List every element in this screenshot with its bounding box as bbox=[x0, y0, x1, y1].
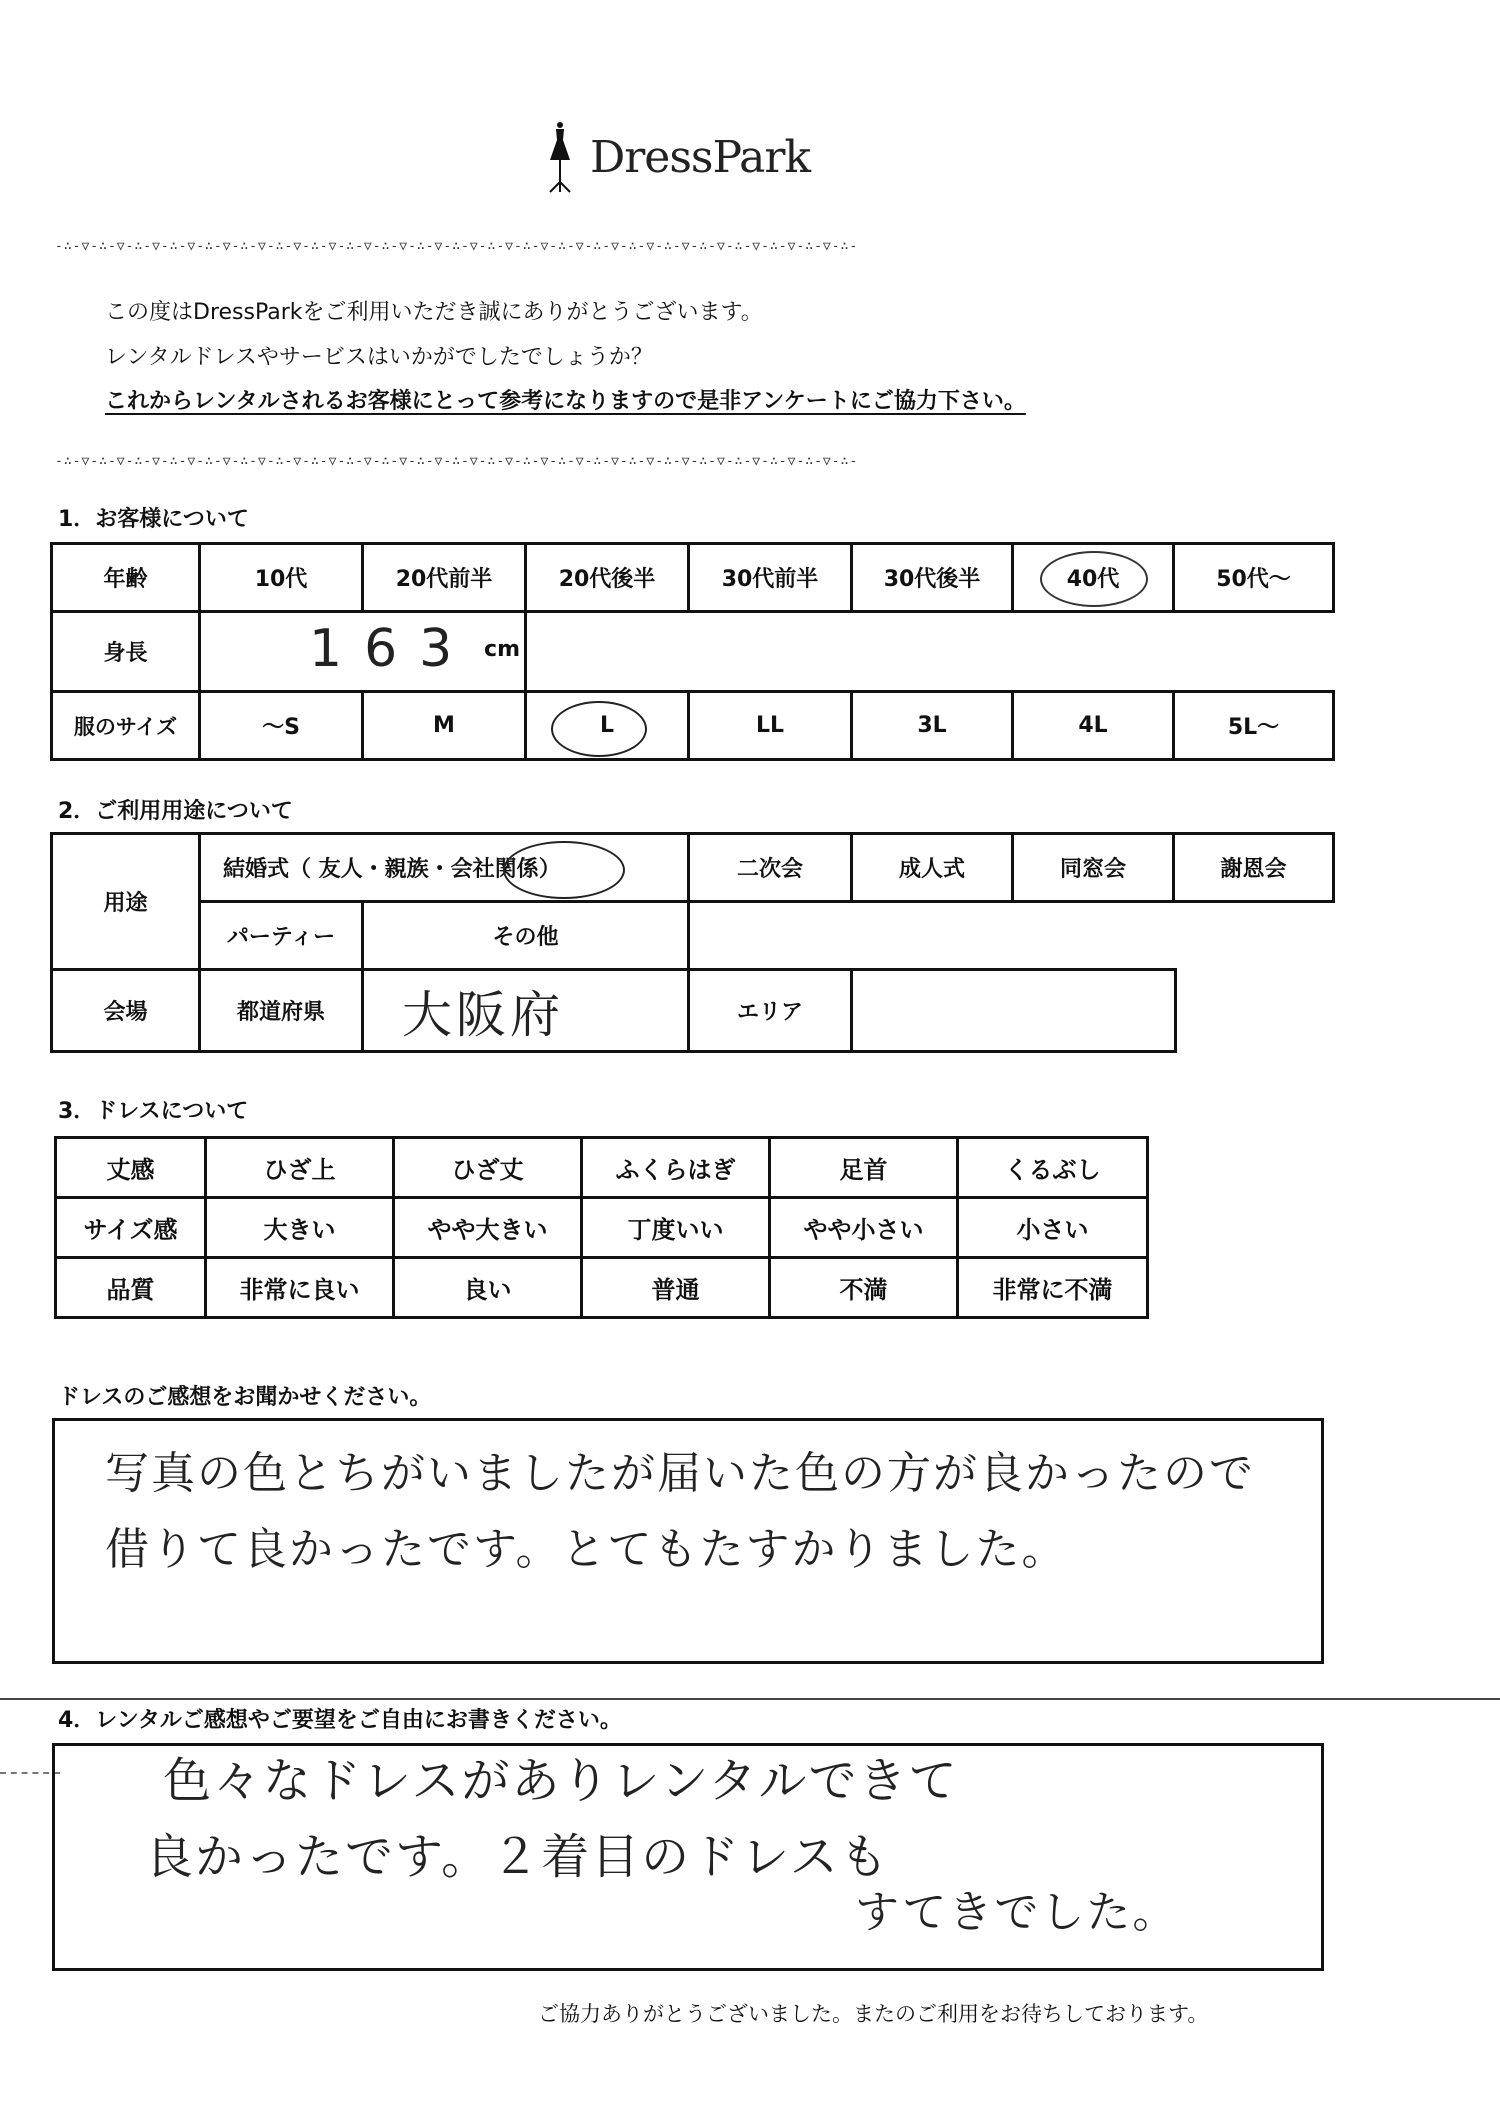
fit-option[interactable]: 丁度いい bbox=[582, 1198, 770, 1258]
fit-option[interactable]: 大きい bbox=[206, 1198, 394, 1258]
wedding-label: 結婚式（ 友人・親族・ bbox=[223, 857, 451, 882]
area-field[interactable] bbox=[852, 970, 1176, 1052]
size-option-label: L bbox=[599, 713, 615, 738]
size-option[interactable]: 〜S bbox=[200, 692, 363, 760]
height-unit: cm bbox=[484, 637, 520, 662]
scan-line bbox=[0, 1698, 1500, 1700]
height-field[interactable] bbox=[200, 612, 526, 692]
size-option[interactable]: LL bbox=[689, 692, 852, 760]
intro-line-1: この度はDressParkをご利用いただき誠にありがとうございます。 bbox=[105, 300, 763, 325]
section-1-title: 1．お客様について bbox=[58, 507, 249, 532]
age-option-label: 40代 bbox=[1066, 567, 1120, 592]
usage-table bbox=[50, 832, 1335, 971]
length-option[interactable]: くるぶし bbox=[958, 1138, 1148, 1198]
fit-label: サイズ感 bbox=[56, 1198, 206, 1258]
section-3-title: 3．ドレスについて bbox=[58, 1099, 249, 1124]
requests-line-1: 色々なドレスがありレンタルできて bbox=[163, 1753, 959, 1809]
prefecture-field[interactable] bbox=[363, 970, 689, 1052]
length-option[interactable]: ひざ上 bbox=[206, 1138, 394, 1198]
dress-table bbox=[54, 1136, 1149, 1319]
usage-option[interactable]: 同窓会 bbox=[1013, 834, 1174, 902]
length-option[interactable]: 足首 bbox=[770, 1138, 958, 1198]
age-option[interactable]: 30代後半 bbox=[852, 544, 1013, 612]
wedding-option[interactable] bbox=[200, 834, 689, 902]
usage-option[interactable]: 二次会 bbox=[689, 834, 852, 902]
usage-blank bbox=[689, 902, 1334, 970]
requests-box[interactable] bbox=[52, 1743, 1324, 1971]
section-2-title: 2．ご利用用途について bbox=[58, 799, 293, 824]
usage-option[interactable]: 謝恩会 bbox=[1174, 834, 1334, 902]
usage-option[interactable]: パーティー bbox=[200, 902, 363, 970]
area-label: エリア bbox=[689, 970, 852, 1052]
length-option[interactable]: ふくらはぎ bbox=[582, 1138, 770, 1198]
decorative-separator: -∴-▽-∴-▽-∴-▽-∴-▽-∴-▽-∴-▽-∴-▽-∴-▽-∴-▽-∴-▽-∴-▽-∴-▽-∴-▽-∴-▽-∴-▽-∴-▽-∴-▽-∴-▽-∴-▽-∴-▽-∴-▽-∴-▽-∴- bbox=[55, 455, 859, 469]
fit-option[interactable]: やや小さい bbox=[770, 1198, 958, 1258]
quality-option[interactable]: 不満 bbox=[770, 1258, 958, 1318]
selection-circle bbox=[503, 841, 625, 899]
height-value: 163 bbox=[309, 619, 475, 679]
usage-option[interactable]: その他 bbox=[363, 902, 689, 970]
size-option[interactable]: 4L bbox=[1013, 692, 1174, 760]
age-option-selected[interactable] bbox=[1013, 544, 1174, 612]
fit-option[interactable]: 小さい bbox=[958, 1198, 1148, 1258]
requests-line-2: 良かったです。２着目のドレスも bbox=[145, 1829, 890, 1885]
length-option[interactable]: ひざ丈 bbox=[394, 1138, 582, 1198]
quality-option[interactable]: 普通 bbox=[582, 1258, 770, 1318]
usage-label: 用途 bbox=[52, 834, 200, 970]
selection-circle bbox=[551, 701, 647, 757]
customer-table bbox=[50, 542, 1335, 761]
decorative-separator: -∴-▽-∴-▽-∴-▽-∴-▽-∴-▽-∴-▽-∴-▽-∴-▽-∴-▽-∴-▽-∴-▽-∴-▽-∴-▽-∴-▽-∴-▽-∴-▽-∴-▽-∴-▽-∴-▽-∴-▽-∴-▽-∴-▽-∴- bbox=[55, 240, 859, 254]
prefecture-value: 大阪府 bbox=[402, 985, 564, 1044]
quality-label: 品質 bbox=[56, 1258, 206, 1318]
venue-table bbox=[50, 968, 1177, 1053]
impressions-line-2: 借りて良かったです。とてもたすかりました。 bbox=[105, 1524, 1068, 1575]
wedding-selected: 会社関係 bbox=[450, 857, 539, 882]
height-label: 身長 bbox=[52, 612, 200, 692]
age-label: 年齢 bbox=[52, 544, 200, 612]
impressions-title: ドレスのご感想をお聞かせください。 bbox=[58, 1385, 432, 1410]
size-option-selected[interactable] bbox=[526, 692, 689, 760]
impressions-line-1: 写真の色とちがいましたが届いた色の方が良かったので bbox=[105, 1448, 1255, 1499]
age-option[interactable]: 10代 bbox=[200, 544, 363, 612]
usage-option[interactable]: 成人式 bbox=[852, 834, 1013, 902]
size-option[interactable]: 5L〜 bbox=[1174, 692, 1334, 760]
age-option[interactable]: 30代前半 bbox=[689, 544, 852, 612]
dress-mannequin-icon bbox=[540, 120, 580, 194]
footer-thanks: ご協力ありがとうございました。またのご利用をお待ちしております。 bbox=[538, 2002, 1209, 2026]
logo-text: DressPark bbox=[590, 131, 811, 183]
size-option[interactable]: 3L bbox=[852, 692, 1013, 760]
prefecture-label: 都道府県 bbox=[200, 970, 363, 1052]
brand-logo bbox=[540, 120, 810, 194]
intro-line-2: レンタルドレスやサービスはいかがでしたでしょうか？ bbox=[105, 345, 653, 370]
intro-line-3: これからレンタルされるお客様にとって参考になりますので是非アンケートにご協力下さい。 bbox=[105, 389, 1026, 414]
section-4-title: 4．レンタルご感想やご要望をご自由にお書きください。 bbox=[58, 1708, 622, 1733]
requests-line-3: すてきでした。 bbox=[855, 1887, 1179, 1938]
age-option[interactable]: 50代〜 bbox=[1174, 544, 1334, 612]
selection-circle bbox=[1040, 551, 1148, 607]
venue-label: 会場 bbox=[52, 970, 200, 1052]
quality-option[interactable]: 良い bbox=[394, 1258, 582, 1318]
impressions-box[interactable] bbox=[52, 1418, 1324, 1664]
quality-option[interactable]: 非常に不満 bbox=[958, 1258, 1148, 1318]
size-option[interactable]: M bbox=[363, 692, 526, 760]
age-option[interactable]: 20代前半 bbox=[363, 544, 526, 612]
quality-option[interactable]: 非常に良い bbox=[206, 1258, 394, 1318]
length-label: 丈感 bbox=[56, 1138, 206, 1198]
height-blank bbox=[526, 612, 1334, 692]
wedding-close: ） bbox=[538, 857, 561, 882]
age-option[interactable]: 20代後半 bbox=[526, 544, 689, 612]
size-label: 服のサイズ bbox=[52, 692, 200, 760]
scan-dash bbox=[0, 1772, 60, 1774]
fit-option[interactable]: やや大きい bbox=[394, 1198, 582, 1258]
